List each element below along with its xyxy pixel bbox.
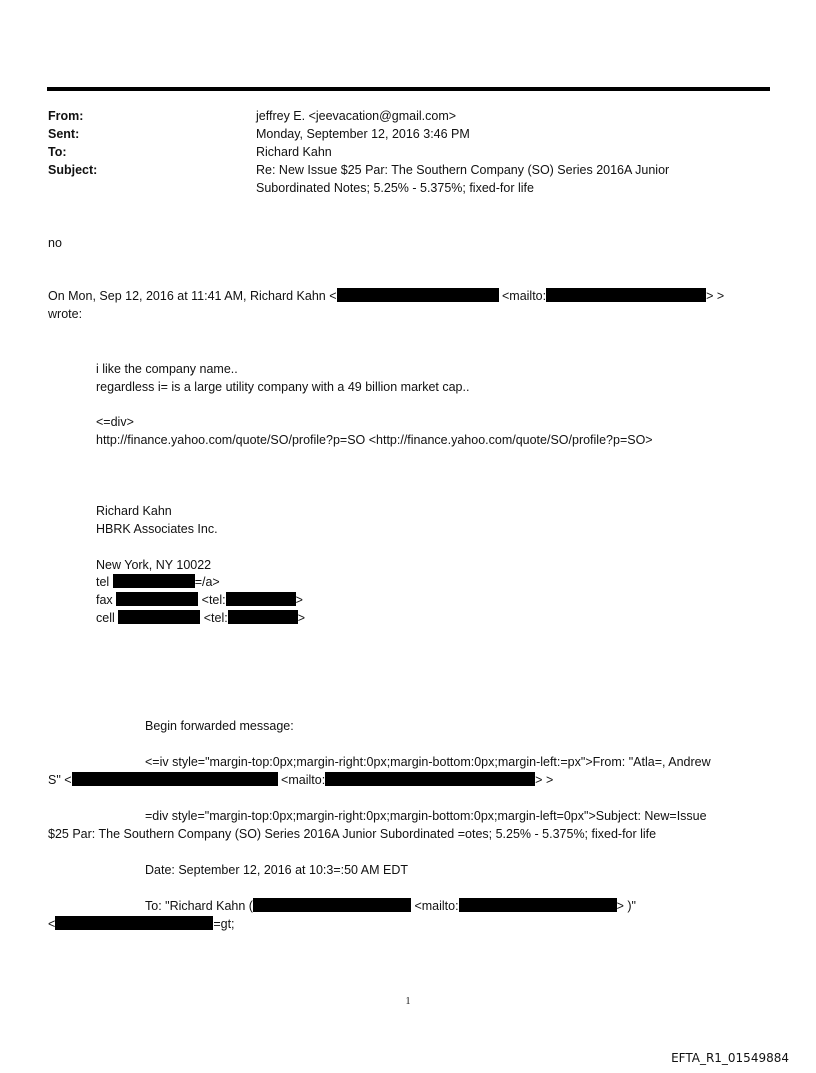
sent-label: Sent: — [48, 127, 80, 141]
forwarded-from-line-2 — [48, 772, 553, 789]
fwd-to-b: <mailto: — [414, 899, 459, 913]
fax-tail-b: > — [295, 593, 303, 607]
tel-tail: =/a> — [194, 575, 220, 589]
signature-tel — [96, 574, 220, 591]
tel-label: tel — [96, 575, 110, 589]
redaction-block — [72, 772, 278, 786]
quote-intro-b: <mailto: — [501, 289, 547, 303]
fax-label: fax — [96, 593, 113, 607]
quote-intro-c: > > — [706, 289, 725, 303]
fwd-to-a: To: "Richard Kahn ( — [145, 899, 253, 913]
redaction-block — [116, 592, 198, 606]
from-value: jeffrey E. <jeevacation@gmail.com> — [256, 109, 457, 123]
fwd-to-l2a: < — [48, 917, 56, 931]
redaction-block — [113, 574, 195, 588]
forwarded-from-line-1: <=iv style="margin-top:0px;margin-right:0px;margin-bottom:0px;margin-left:=px">From: "Atla=, Andrew — [145, 755, 711, 769]
redaction-block — [325, 772, 535, 786]
quote-intro-line — [48, 288, 724, 305]
quoted-line-2: regardless i= is a large utility company with a 49 billion market cap.. — [96, 380, 470, 394]
cell-tail-a: <tel: — [203, 611, 228, 625]
header-rule — [47, 87, 770, 91]
document-id-footer: EFTA_R1_01549884 — [671, 1051, 789, 1065]
cell-label: cell — [96, 611, 115, 625]
forwarded-to-line-2 — [48, 916, 235, 933]
forwarded-subject-line-2: $25 Par: The Southern Company (SO) Series 2016A Junior Subordinated =otes; 5.25% - 5.375%; fixed-for life — [48, 827, 657, 841]
redaction-block — [459, 898, 617, 912]
forwarded-subject-line-1: =div style="margin-top:0px;margin-right:0px;margin-bottom:0px;margin-left=0px">Subject: New=Issue — [145, 809, 707, 823]
forwarded-to-line-1 — [145, 898, 636, 915]
quote-intro-wrote: wrote: — [48, 307, 83, 321]
reply-text: no — [48, 236, 62, 250]
signature-city: New York, NY 10022 — [96, 558, 212, 572]
redaction-block — [226, 592, 296, 606]
page-number: 1 — [405, 996, 411, 1007]
quoted-line-1: i like the company name.. — [96, 362, 238, 376]
fwd-from-b: <mailto: — [281, 773, 326, 787]
signature-cell — [96, 610, 305, 627]
fax-tail-a: <tel: — [201, 593, 226, 607]
from-label: From: — [48, 109, 84, 123]
quoted-link-line: http://finance.yahoo.com/quote/SO/profile?p=SO <http://finance.yahoo.com/quote/SO/profile?p=SO> — [96, 433, 653, 447]
redaction-block — [228, 610, 298, 624]
to-label: To: — [48, 145, 67, 159]
redaction-block — [253, 898, 411, 912]
signature-company: HBRK Associates Inc. — [96, 522, 218, 536]
fwd-to-l2b: =gt; — [213, 917, 235, 931]
fwd-to-c: > )" — [616, 899, 636, 913]
signature-name: Richard Kahn — [96, 504, 172, 518]
sent-value: Monday, September 12, 2016 3:46 PM — [256, 127, 470, 141]
redaction-block — [337, 288, 499, 302]
redaction-block — [55, 916, 213, 930]
redaction-block — [546, 288, 706, 302]
subject-line-2: Subordinated Notes; 5.25% - 5.375%; fixed-for life — [256, 181, 534, 195]
forwarded-begin: Begin forwarded message: — [145, 719, 294, 733]
signature-fax — [96, 592, 303, 609]
subject-line-1: Re: New Issue $25 Par: The Southern Company (SO) Series 2016A Junior — [256, 163, 670, 177]
subject-label: Subject: — [48, 163, 98, 177]
to-value: Richard Kahn — [256, 145, 332, 159]
forwarded-date: Date: September 12, 2016 at 10:3=:50 AM EDT — [145, 863, 409, 877]
quote-intro-a: On Mon, Sep 12, 2016 at 11:41 AM, Richard Kahn < — [48, 289, 337, 303]
fwd-from-c: > > — [535, 773, 554, 787]
cell-tail-b: > — [297, 611, 306, 625]
redaction-block — [118, 610, 200, 624]
quoted-line-3: <=div> — [96, 415, 134, 429]
fwd-from-a: S" < — [48, 773, 72, 787]
